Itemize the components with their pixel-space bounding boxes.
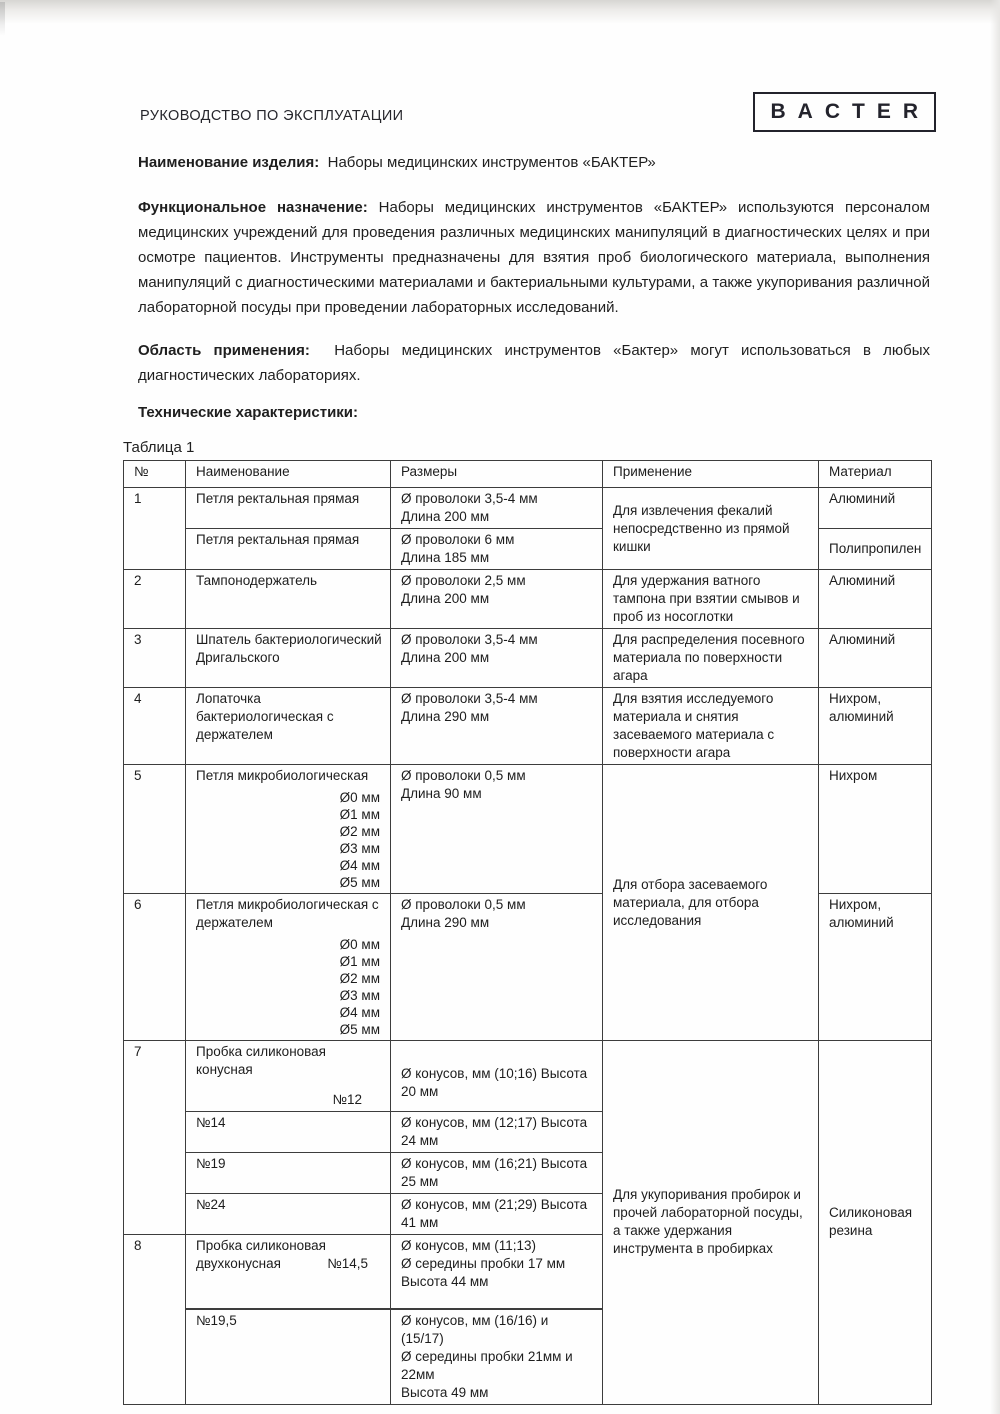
cell-r7c-size: Ø конусов, мм (16;21) Высота 25 мм [391, 1153, 603, 1194]
cell-r1b-material: Полипропилен [819, 529, 932, 570]
col-header-num: № [124, 461, 186, 488]
instrument-name: двухконусная [196, 1256, 281, 1271]
cell-r8a-name [186, 1235, 391, 1309]
size-line: Длина 90 мм [401, 786, 482, 801]
diameter-option: Ø5 мм [339, 875, 380, 890]
cell-r2-num: 2 [124, 570, 186, 629]
cell-r3-size [391, 629, 603, 688]
specs-label: Технические характеристики: [138, 404, 359, 421]
diameter-option: Ø1 мм [339, 954, 380, 969]
cell-r3-material: Алюминий [819, 629, 932, 688]
col-header-size: Размеры [391, 461, 603, 488]
cell-r7a-name [186, 1041, 391, 1112]
cell-r6-material: Нихром, алюминий [819, 894, 932, 1041]
product-name-text: Наборы медицинских инструментов «БАКТЕР» [327, 154, 656, 171]
col-header-name: Наименование [186, 461, 391, 488]
cell-r1a-name: Петля ректальная прямая [186, 488, 391, 529]
size-line: Длина 200 мм [401, 650, 490, 665]
table-caption: Таблица 1 [123, 439, 195, 456]
cell-r6-num: 6 [124, 894, 186, 1041]
cell-r5-size [391, 765, 603, 894]
document-title: РУКОВОДСТВО ПО ЭКСПЛУАТАЦИИ [140, 108, 404, 124]
table-row [124, 765, 932, 894]
bacter-logo: BACTER [753, 92, 937, 132]
diameter-option: Ø4 мм [339, 1005, 380, 1020]
size-line: Ø конусов, мм (16/16) и (15/17) [401, 1312, 549, 1346]
instrument-name: Пробка силиконовая [196, 1238, 326, 1253]
table-row [124, 629, 932, 688]
stopper-number: №12 [332, 1092, 362, 1107]
cell-r7r8-usage: Для укупоривания пробирок и прочей лабораторной посуды, а также удержания инструмента в пробирках [603, 1041, 819, 1405]
table-row [124, 688, 932, 765]
stopper-number: №14,5 [327, 1256, 368, 1271]
stopper-number: №19 [186, 1153, 391, 1194]
cell-r7-num: 7 [124, 1041, 186, 1235]
diameter-option: Ø3 мм [339, 988, 380, 1003]
product-name-paragraph [138, 150, 930, 175]
specs-heading [138, 400, 930, 425]
size-line: Ø середины пробки 17 мм [401, 1256, 566, 1271]
cell-r3-name: Шпатель бактериологический Дригальского [186, 629, 391, 688]
cell-r8b-size [391, 1309, 603, 1405]
instrument-name-line2 [196, 1255, 382, 1273]
spec-table [123, 460, 932, 1405]
size-line: Высота 44 мм [401, 1274, 489, 1289]
stopper-number: №19,5 [186, 1309, 391, 1405]
cell-r5-name [186, 765, 391, 894]
cell-r2-usage: Для удержания ватного тампона при взятии смывов и проб из носоглотки [603, 570, 819, 629]
size-line: Длина 185 мм [401, 550, 490, 565]
cell-r2-size [391, 570, 603, 629]
cell-r1b-size [391, 529, 603, 570]
diameter-option: Ø2 мм [339, 824, 380, 839]
instrument-name: Петля микробиологическая [196, 768, 369, 783]
cell-r7a-size: Ø конусов, мм (10;16) Высота 20 мм [391, 1041, 603, 1112]
function-label: Функциональное назначение: [138, 199, 368, 216]
cell-r1a-size [391, 488, 603, 529]
scope-paragraph [138, 338, 930, 388]
cell-r1-num: 1 [124, 488, 186, 570]
cell-r7d-size: Ø конусов, мм (21;29) Высота 41 мм [391, 1194, 603, 1235]
size-line: Длина 200 мм [401, 509, 490, 524]
cell-r2-name: Тампонодержатель [186, 570, 391, 629]
diameter-option: Ø2 мм [339, 971, 380, 986]
cell-r7b-size: Ø конусов, мм (12;17) Высота 24 мм [391, 1112, 603, 1153]
cell-r8-num: 8 [124, 1235, 186, 1405]
size-line: Длина 290 мм [401, 709, 490, 724]
cell-r6-name [186, 894, 391, 1041]
cell-r3-num: 3 [124, 629, 186, 688]
size-line: Ø проволоки 2,5 мм [401, 573, 526, 588]
diameter-option: Ø0 мм [339, 790, 380, 805]
cell-r4-material: Нихром, алюминий [819, 688, 932, 765]
stopper-number: №24 [186, 1194, 391, 1235]
scan-shadow-right [990, 0, 1000, 1414]
document-header [0, 0, 1000, 132]
diameter-option: Ø3 мм [339, 841, 380, 856]
product-name-label: Наименование изделия: [138, 154, 320, 171]
cell-r1a-material: Алюминий [819, 488, 932, 529]
scope-text: Наборы медицинских инструментов «Бактер» могут использоваться в любых диагностических лабораториях. [138, 342, 930, 384]
size-line: Ø середины пробки 21мм и 22мм [401, 1348, 573, 1382]
cell-r8a-size [391, 1235, 603, 1309]
cell-r1b-name: Петля ректальная прямая [186, 529, 391, 570]
table-header-row [124, 461, 932, 488]
cell-r6-size [391, 894, 603, 1041]
size-line: Ø проволоки 3,5-4 мм [401, 632, 538, 647]
cell-r5-material: Нихром [819, 765, 932, 894]
instrument-name: Пробка силиконовая конусная [196, 1044, 326, 1077]
size-line: Ø проволоки 3,5-4 мм [401, 691, 538, 706]
diameter-option: Ø4 мм [339, 858, 380, 873]
cell-r7r8-material: Силиконовая резина [819, 1041, 932, 1405]
cell-r1-usage: Для извлечения фекалий непосредственно из прямой кишки [603, 488, 819, 570]
col-header-usage: Применение [603, 461, 819, 488]
function-paragraph [138, 195, 930, 320]
size-line: Высота 49 мм [401, 1384, 489, 1400]
cell-r3-usage: Для распределения посевного материала по поверхности агара [603, 629, 819, 688]
size-line: Ø проволоки 0,5 мм [401, 768, 526, 783]
table-row [124, 1041, 932, 1112]
cell-r5-num: 5 [124, 765, 186, 894]
scope-label: Область применения: [138, 342, 310, 359]
col-header-material: Материал [819, 461, 932, 488]
stopper-number: №14 [186, 1112, 391, 1153]
instrument-name: Петля микробиологическая с держателем [196, 897, 379, 930]
size-line: Ø проволоки 6 мм [401, 532, 515, 547]
table-row [124, 488, 932, 529]
size-line: Ø проволоки 3,5-4 мм [401, 491, 538, 506]
cell-r5r6-usage: Для отбора засеваемого материала, для отбора исследования [603, 765, 819, 1041]
size-line: Ø конусов, мм (11;13) [401, 1238, 537, 1253]
cell-r2-material: Алюминий [819, 570, 932, 629]
size-line: Ø проволоки 0,5 мм [401, 897, 526, 912]
cell-r4-name: Лопаточка бактериологическая с держателем [186, 688, 391, 765]
diameter-option: Ø1 мм [339, 807, 380, 822]
cell-r4-num: 4 [124, 688, 186, 765]
diameter-option: Ø0 мм [339, 937, 380, 952]
table-row [124, 570, 932, 629]
function-text: Наборы медицинских инструментов «БАКТЕР» используются персоналом медицинских учреждений для проведения различных медицинских манипуляций в диагностических целях и при осмотре пациентов. Инструменты предназначены для взятия проб биологического материала, выполнения манипуляций с диагностическими материалами и бактериальными культурами, а также укупоривания различной лабораторной посуды при проведении лабораторных исследований. [138, 199, 930, 316]
diameter-option: Ø5 мм [339, 1022, 380, 1037]
size-line: Длина 290 мм [401, 915, 490, 930]
cell-r4-size [391, 688, 603, 765]
cell-r4-usage: Для взятия исследуемого материала и снятия засеваемого материала с поверхности агара [603, 688, 819, 765]
size-line: Длина 200 мм [401, 591, 490, 606]
